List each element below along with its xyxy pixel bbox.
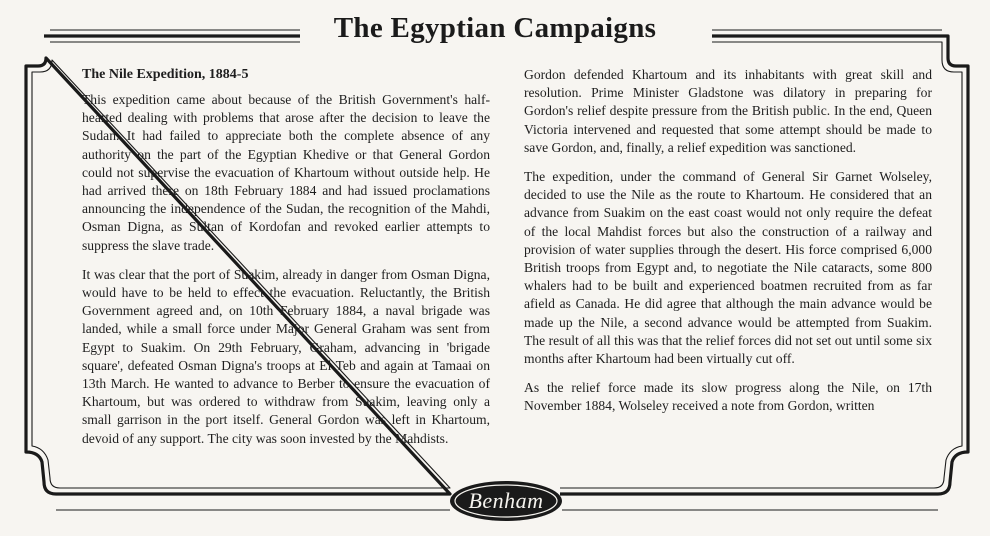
page-title: The Egyptian Campaigns [333, 12, 657, 44]
right-column [524, 66, 932, 427]
paragraph: Gordon defended Khartoum and its inhabitants with great skill and resolution. Prime Minister Gladstone was dilatory in preparing for Gordon's relief despite pressure from the British public. In the end, Queen Victoria intervened and requested that some attempt should be made to save Gordon, and, finally, a relief expedition was sanctioned. [524, 67, 932, 155]
section-heading: The Nile Expedition, 1884-5 [82, 67, 249, 82]
paragraph: The expedition, under the command of General Sir Garnet Wolseley, decided to use the Nile as the route to Khartoum. He considered that an advance from Suakim on the east coast would not only require the defeat of the local Mahdist forces but also the construction of a railway and provision of water supplies through the desert. His force comprised 6,000 British troops from Egypt and, to negotiate the Nile cataracts, some 800 whalers had to be built and experienced boatmen recruited from as far afield as Canada. He did agree that although the main advance would be made up the Nile, a second advance would be attempted from Suakim. The result of all this was that the relief forces did not set out until some six months after Khartoum had been virtually cut off. [524, 169, 932, 367]
paragraph: This expedition came about because of the British Government's half-hearted dealing with problems that arose after the decision to leave the Sudan. It had failed to appreciate both the complete absence of any authority on the part of the Egyptian Khedive or that General Gordon could not supervise the evacuation of Khartoum without outside help. He had arrived there on 18th February 1884 and had issued proclamations announcing the independence of the Sudan, the recognition of the Mahdi, Osman Digna, as Sultan of Kordofan and revoked earlier attempts to suppress the slave trade. [82, 92, 490, 253]
benham-logo: Benham [468, 488, 544, 513]
paragraph: As the relief force made its slow progress along the Nile, on 17th November 1884, Wolseley received a note from Gordon, written [524, 380, 932, 414]
left-column [82, 66, 490, 459]
paragraph: It was clear that the port of Suakim, already in danger from Osman Digna, would have to be held to effect the evacuation. Reluctantly, the British Government agreed and, on 10th February 1884, a naval brigade was landed, while a small force under Major General Graham was sent from Egypt to Suakim. On 29th February, Graham, advancing in 'brigade square', defeated Osman Digna's troops at El Teb and again at Tamaai on 13th March. He wanted to advance to Berber to ensure the evacuation of Khartoum, but was ordered to withdraw from Suakim, leaving only a small garrison in the port itself. General Gordon was left in Khartoum, devoid of any support. The city was soon invested by the Mahdists. [82, 266, 490, 446]
